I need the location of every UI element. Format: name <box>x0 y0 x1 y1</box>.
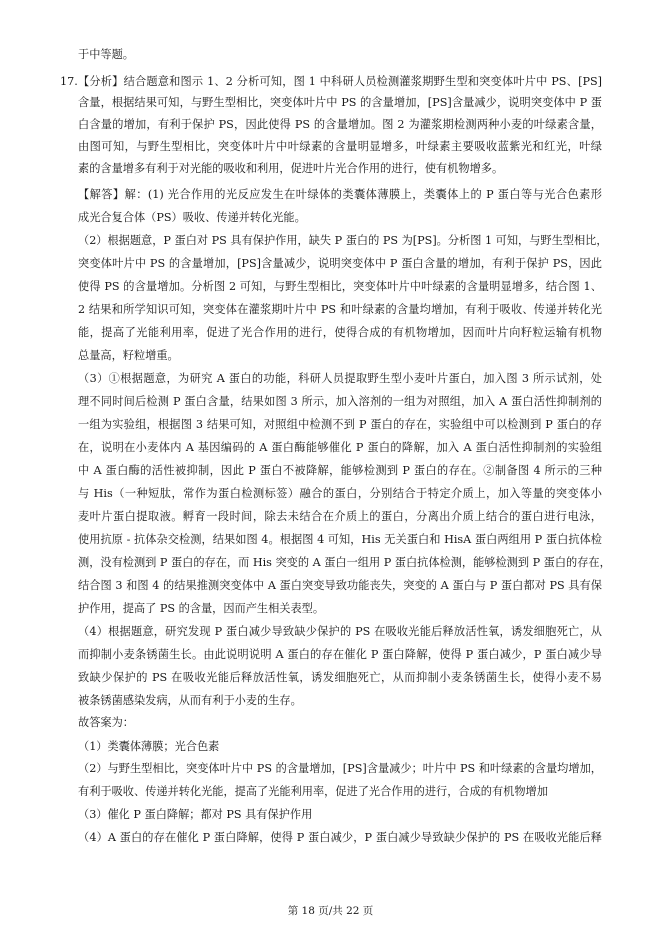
text-line: 成光合复合体（PS）吸收、传递并转化光能。 <box>78 211 306 224</box>
text-line: （2）根据题意，P 蛋白对 PS 具有保护作用，缺失 P 蛋白的 PS 为[PS]。分析图 1 可知，与野生型相比， <box>78 234 608 247</box>
text-line: 使用抗原 - 抗体杂交检测，结果如图 4。根据图 4 可知，His 无关蛋白和 HisA 蛋白两组用 P 蛋白抗体检 <box>78 533 602 546</box>
text-line: 于中等题。 <box>78 48 134 61</box>
text-line: 2 结果和所学知识可知，突变体在灌浆期叶片中 PS 和叶绿素的含量均增加，有利于吸收、传递并转化光 <box>78 303 602 316</box>
text-line: 结合图 3 和图 4 的结果推测突变体中 A 蛋白突变导致功能丧失，突变的 A 蛋白与 P 蛋白都对 PS 具有保 <box>78 579 602 592</box>
text-line: 由图可知，与野生型相比，突变体叶片中叶绿素的含量明显增多，叶绿素主要吸收蓝紫光和红光，叶绿 <box>78 140 602 153</box>
text-line: 素的含量增多有利于对光能的吸收和利用，促进叶片光合作用的进行，使有机物增多。 <box>78 162 504 175</box>
text-line: （4）A 蛋白的存在催化 P 蛋白降解，使得 P 蛋白减少，P 蛋白减少导致缺少保护的 PS 在吸收光能后释 <box>78 831 602 844</box>
text-line: 致缺少保护的 PS 在吸收光能后释放活性氧，诱发细胞死亡，从而抑制小麦条锈菌生长，使得小麦不易 <box>78 671 602 684</box>
text-line: （2）与野生型相比，突变体叶片中 PS 的含量增加，[PS]含量减少；叶片中 PS 和叶绿素的含量均增加， <box>78 762 602 775</box>
text-line: 中 A 蛋白酶的活性被抑制，因此 P 蛋白不被降解，能够检测到 P 蛋白的存在。②制备图 4 所示的三种 <box>78 464 602 477</box>
text-line: 白含量的增加，有利于保护 PS，因此使得 PS 的含量增加。图 2 为灌浆期检测两种小麦的叶绿素含量， <box>78 118 602 131</box>
text-line: 故答案为： <box>78 716 134 729</box>
text-line: 麦叶片蛋白提取液。孵育一段时间，除去未结合在介质上的蛋白，分离出介质上结合的蛋白进行电泳， <box>78 510 602 523</box>
text-line: 总量高，籽粒增重。 <box>78 349 179 362</box>
text-line: 在，说明在小麦体内 A 基因编码的 A 蛋白酶能够催化 P 蛋白的降解，加入 A 蛋白活性抑制剂的实验组 <box>78 441 602 454</box>
text-line: 突变体叶片中 PS 的含量增加，[PS]含量减少，说明突变体中 P 蛋白含量的增加，有利于保护 PS，因此 <box>78 257 602 270</box>
text-line: 测，没有检测到 P 蛋白的存在，而 His 突变的 A 蛋白一组用 P 蛋白抗体检测，能够检测到 P 蛋白的存在， <box>78 556 611 569</box>
text-line: 而抑制小麦条锈菌生长。由此说明说明 A 蛋白的存在催化 P 蛋白降解，使得 P 蛋白减少，P 蛋白减少导 <box>78 648 602 661</box>
text-line: （3）①根据题意，为研究 A 蛋白的功能，科研人员提取野生型小麦叶片蛋白，加入图 3 所示试剂，处 <box>78 372 602 385</box>
text-line: 【解答】解：(1) 光合作用的光反应发生在叶绿体的类囊体薄膜上，类囊体上的 P 蛋白等与光合色素形 <box>78 188 602 201</box>
text-line: 护作用，提高了 PS 的含量，因而产生相关表型。 <box>78 602 325 615</box>
text-line: 与 His（一种短肽，常作为蛋白检测标签）融合的蛋白，分别结合于特定介质上，加入等量的突变体小 <box>78 487 602 500</box>
text-line: （4）根据题意，研究发现 P 蛋白减少导致缺少保护的 PS 在吸收光能后释放活性氧，诱发细胞死亡，从 <box>78 625 602 638</box>
text-line: （1）类囊体薄膜；光合色素 <box>78 740 220 753</box>
text-line: 含量，根据结果可知，与野生型相比，突变体叶片中 PS 的含量增加，[PS]含量减少，说明突变体中 P 蛋 <box>78 96 602 109</box>
text-line: 17.【分析】结合题意和图示 1、2 分析可知，图 1 中科研人员检测灌浆期野生型和突变体叶片中 PS、[PS] <box>60 75 602 88</box>
text-line: 有利于吸收、传递并转化光能，提高了光能利用率，促进了光合作用的进行，合成的有机物增加 <box>78 785 548 798</box>
text-line: 理不同时间后检测 P 蛋白含量，结果如图 3 所示，加入溶剂的一组为对照组，加入 A 蛋白活性抑制剂的 <box>78 395 602 408</box>
text-line: 一组为实验组，根据图 3 结果可知，对照组中检测不到 P 蛋白的存在，实验组中可以检测到 P 蛋白的存 <box>78 418 602 431</box>
text-line: 使得 PS 的含量增加。分析图 2 可知，与野生型相比，突变体叶片中叶绿素的含量明显增多，结合图 1、 <box>78 280 602 293</box>
page-footer: 第 18 页/共 22 页 <box>287 905 374 917</box>
text-line: 能，提高了光能利用率，促进了光合作用的进行，使得合成的有机物增加，因而叶片向籽粒运输有机物 <box>78 326 602 339</box>
text-line: （3）催化 P 蛋白降解；都对 PS 具有保护作用 <box>78 808 313 821</box>
text-line: 被条锈菌感染发病，从而有利于小麦的生存。 <box>78 694 302 707</box>
